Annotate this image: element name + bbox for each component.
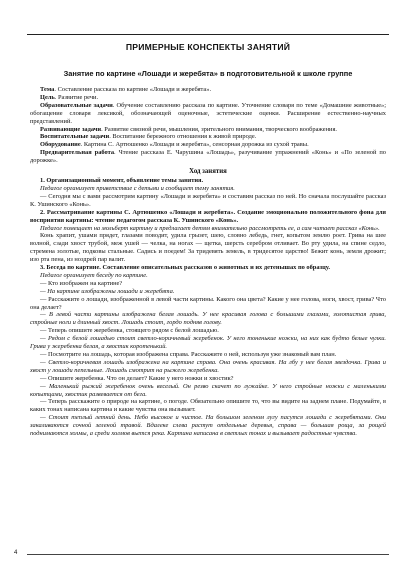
body-paragraph: — Теперь опишите жеребенка, стоящего рядом с белой лошадью.: [40, 327, 219, 335]
step-heading: 2. Рассматривание картины С. Артюшенко «Лошади и жеребята». Создание эмоционально положительного фона для восприятия картины: чтение педагогом рассказа К. Ушинского «Конь».: [30, 208, 386, 224]
meta-label: Воспитательные задачи: [40, 133, 110, 141]
meta-razv: [30, 126, 386, 134]
meta-obr: [30, 102, 386, 126]
running-header: ПРИМЕРНЫЕ КОНСПЕКТЫ ЗАНЯТИЙ: [125, 42, 291, 52]
meta-cel: [30, 94, 386, 102]
meta-vosp: [30, 133, 386, 141]
meta-label: Образовательные задачи: [40, 101, 113, 109]
page-number: 4: [14, 550, 18, 556]
footer-rule: [27, 554, 389, 555]
meta-pred: [30, 149, 386, 165]
meta-label: Оборудование: [40, 141, 81, 149]
section-heading: Ход занятия: [189, 168, 227, 176]
meta-text: . Картина С. Артюшенко «Лошади и жеребята», сенсорная дорожка из сухой травы.: [80, 141, 309, 149]
meta-text: . Обучение составлению рассказа по картине. Уточнение словаря по теме «Домашние животные»; обогащение словаря лексикой, обозначающей оценочные, эстетические оценки. Расширение естественно-научных представлений.: [30, 101, 387, 125]
body-paragraph: — Расскажите о лошади, изображенной в левой части картины. Какого она цвета? Какие у нее голова, ноги, хвост, грива? Что она делает?: [30, 295, 386, 311]
meta-label: Тема: [40, 86, 55, 93]
body-paragraph: Конь храпит, ушами прядет, глазами поводит, удила грызет, шею, словно лебедь, гнет, копытом землю роет. Грива на шее волной, сзади хвост трубой, меж ушей — челка, на ногах — щетка, шерсть серебром отливает. Во рту удила, на спине седло, стремена золотые, подковы стальные. Садись и поедем! За тридевять земель, в тридесятое царство! Бежит конь, земля дрожит; изо рта пена, из ноздрей пар валит.: [30, 232, 386, 264]
step-heading: 3. Беседа по картине. Составление описательных рассказов о животных и их детенышах по образцу.: [40, 264, 330, 272]
italic-paragraph: Педагог организует беседу по картине.: [40, 271, 148, 279]
italic-paragraph: — Рядом с белой лошадью стоит светло-коричневый жеребенок. У него тоненькие ножки, на них как будто белые чулки. Грива у жеребенка белая, а хвостик коротенький.: [30, 335, 386, 351]
body-paragraph: — Сегодня мы с вами рассмотрим картину «Лошади и жеребята» и составим рассказ по ней. Но сначала послушайте рассказ К. Ушинского «Конь».: [30, 192, 386, 208]
meta-label: Цель: [40, 93, 55, 101]
meta-text: . Развитие связной речи, мышления, зрительного внимания, творческого воображения.: [101, 125, 337, 133]
body-paragraph: — Посмотрите на лошадь, которая изображена справа. Расскажите о ней, используя уже знакомый вам план.: [40, 351, 337, 358]
lesson-body: [30, 177, 386, 438]
meta-tema: [30, 86, 386, 94]
meta-text: . Воспитание бережного отношения к живой природе.: [109, 133, 257, 141]
italic-paragraph: Педагог помещает на мольберт картину и предлагает детям внимательно рассмотреть ее, а сам читает рассказ «Конь».: [40, 224, 380, 232]
meta-obor: [30, 141, 386, 149]
page-body: [30, 69, 386, 438]
header-rule: [27, 34, 389, 35]
italic-paragraph: — На картине изображены лошади и жеребята.: [40, 287, 175, 295]
italic-paragraph: — Стоит теплый летний день. Небо высокое и чистое. На большом зеленом лугу пасутся лошади с жеребятами. Они закаливаются сочной зеленой травой. Вдалеке слева растут отдельные деревья, справа — большая роща, за рощей поднимаются холмы, а среди холмов вьется река. Картина написана в светлых тонах и вызывает радостные чувства.: [30, 414, 386, 438]
body-paragraph: — Опишите жеребенка. Что он делает? Какие у него ножки и хвостик?: [40, 374, 234, 382]
body-paragraph: — Теперь расскажите о природе на картине, о погоде. Обязательно опишите то, что вы видите на заднем плане. Подумайте, в каких тонах написана картина и какие чувства она вызывает.: [30, 398, 386, 414]
body-paragraph: — Кто изображен на картине?: [40, 279, 123, 287]
meta-text: . Развитие речи.: [54, 93, 99, 101]
italic-paragraph: — Маленький рыжий жеребенок очень веселый. Он резво скачет по лужайке. У него стройные ножки с маленькими копытцами, хвостик развевается от бега.: [30, 382, 386, 398]
italic-paragraph: — Светло-коричневая лошадь изображена на картине справа. Она очень красивая. На лбу у нее белая звездочка. Грива и хвост у лошади пепельные. Лошадь смотрит на рыжего жеребенка.: [30, 358, 386, 374]
lesson-title: Занятие по картине «Лошади и жеребята» в подготовительной к школе группе: [63, 69, 353, 78]
meta-label: Развивающие задачи: [40, 125, 102, 133]
italic-paragraph: — В левой части картины изображена белая лошадь. У нее красивая голова с большими глазами, золотистая грива, стройные ноги и длинный хвост. Лошадь стоит, гордо подняв голову.: [30, 311, 386, 327]
meta-text: . Составление рассказа по картине «Лошади и жеребята».: [54, 86, 212, 93]
step-heading: 1. Организационный момент, объявление темы занятия.: [40, 177, 204, 185]
italic-paragraph: Педагог организует приветствие с детьми и сообщает тему занятия.: [40, 184, 235, 192]
meta-label: Предварительная работа: [40, 149, 115, 157]
meta-text: . Чтение рассказа Е. Чарушина «Лошадь», разучивание упражнений «Конь» и «По зеленой по дорожке».: [30, 149, 386, 165]
